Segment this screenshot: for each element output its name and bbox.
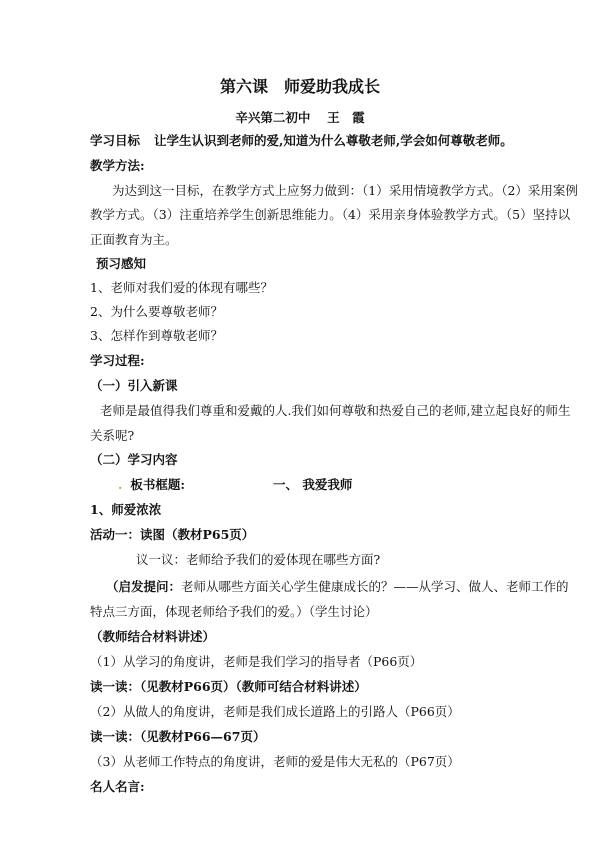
intro-label: （一）引入新课	[90, 378, 178, 393]
hint-line	[106, 578, 569, 595]
learning-goal	[90, 132, 513, 149]
board-line	[118, 476, 352, 493]
goal-text: 让学生认识到老师的爱,知道为什么尊敬老师,学会如何尊敬老师。	[154, 133, 513, 148]
board-heading: 一、 我爱我师	[272, 477, 353, 492]
preview-item: 2、为什么要尊敬老师？	[90, 304, 223, 319]
activity-heading: 活动一：读图（教材P65页）	[90, 527, 255, 542]
read-1: 读一读：（见教材P66页）（教师可结合材料讲述）	[90, 679, 367, 694]
preview-item: 3、怎样作到尊敬老师？	[90, 328, 223, 343]
content-label: （二）学习内容	[90, 452, 178, 467]
preview-item: 1、老师对我们爱的体现有哪些？	[90, 280, 273, 295]
section-heading: 1、师爱浓浓	[90, 502, 162, 517]
read-2: 读一读：（见教材P66—67页）	[90, 729, 266, 744]
teacher-note: （教师结合材料讲述）	[90, 629, 216, 644]
method-line: 为达到这一目标，在教学方式上应努力做到：（1）采用情境教学方式。（2）采用案例	[112, 183, 578, 198]
hint-line-2: 特点三方面，体现老师给予我们的爱。）（学生讨论）	[90, 604, 378, 619]
process-label: 学习过程:	[90, 353, 145, 368]
author-line: 辛兴第二初中 王 霞	[235, 110, 365, 125]
point-2: （2）从做人的角度讲，老师是我们成长道路上的引路人（P66页）	[90, 704, 460, 719]
method-line: 正面教育为主。	[90, 232, 178, 247]
method-line: 教学方式。（3）注重培养学生创新思维能力。（4）采用亲身体验教学方式。（5）坚持以	[90, 207, 571, 222]
point-3: （3）从老师工作特点的角度讲，老师的爱是伟大无私的（P67页）	[90, 754, 460, 769]
method-label: 教学方法:	[90, 158, 145, 173]
board-label: 板书框题:	[130, 477, 185, 492]
discussion-line: 议一议：老师给予我们的爱体现在哪些方面?	[136, 552, 381, 567]
point-1: （1）从学习的角度讲，老师是我们学习的指导者（P66页）	[90, 654, 423, 669]
hint-label: （启发提问：	[106, 579, 182, 594]
bullet-dot: .	[118, 477, 123, 492]
goal-label: 学习目标	[90, 133, 141, 148]
quotes-label: 名人名言:	[90, 779, 145, 794]
intro-line: 关系呢?	[90, 428, 135, 443]
hint-text: 老师从哪些方面关心学生健康成长的？——从学习、做人、老师工作的	[181, 579, 569, 594]
page-title: 第六课 师爱助我成长	[219, 77, 380, 96]
intro-line: 老师是最值得我们尊重和爱戴的人.我们如何尊敬和热爱自己的老师,建立起良好的师生	[100, 403, 571, 418]
preview-label: 预习感知	[96, 256, 147, 271]
